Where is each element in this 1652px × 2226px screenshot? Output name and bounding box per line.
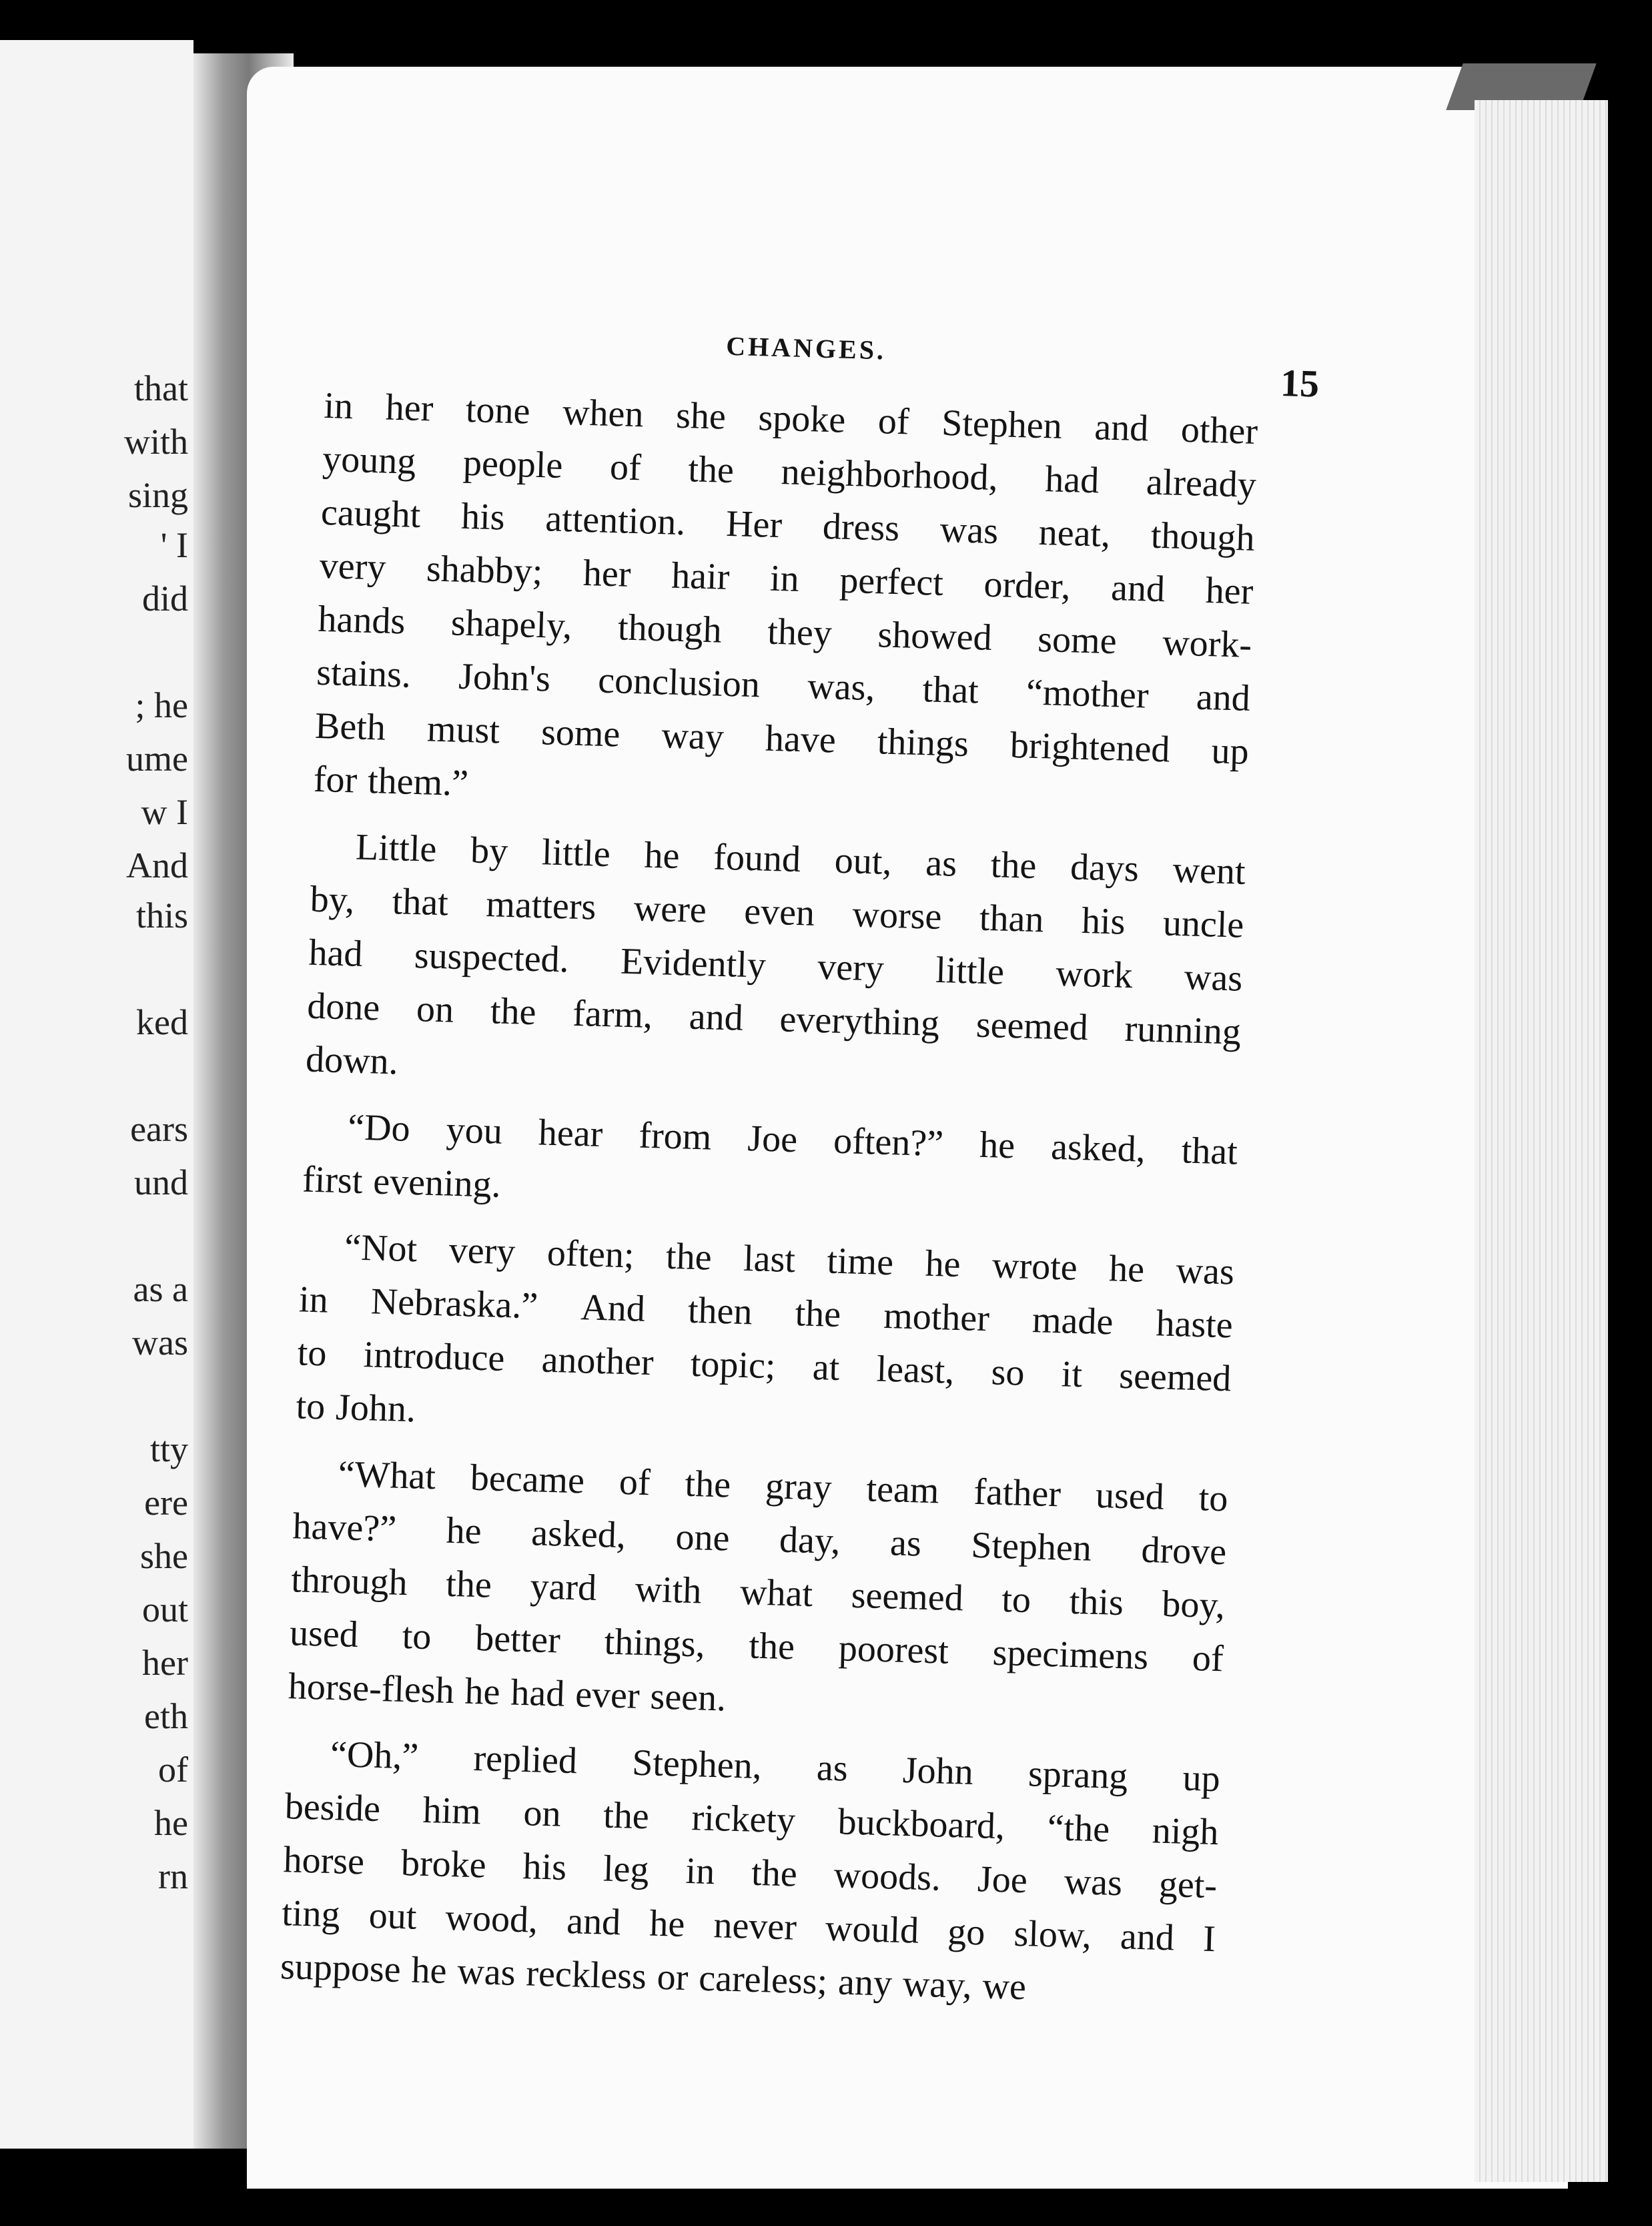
left-page-line-fragment: of (158, 1750, 188, 1790)
left-page-line-fragment: ' I (160, 525, 188, 565)
text-line: have?” he asked, one day, as Stephen drove (292, 1505, 1227, 1573)
text-line: “Not very often; the last time he wrote he was (344, 1226, 1235, 1293)
text-line: first evening. (302, 1158, 502, 1206)
left-page (0, 40, 193, 2149)
left-page-line-fragment: sing (127, 475, 188, 515)
text-line: stains. John's conclusion was, that “mother and (316, 651, 1251, 719)
text-line: for them.” (313, 758, 469, 805)
text-line: to John. (295, 1385, 416, 1431)
text-line: young people of the neighborhood, had already (322, 438, 1257, 506)
text-line: used to better things, the poorest specimens of (289, 1612, 1224, 1680)
text-line: horse broke his leg in the woods. Joe was get- (282, 1839, 1218, 1907)
text-line: “What became of the gray team father used to (338, 1453, 1229, 1520)
running-head: CHANGES. (725, 330, 887, 366)
left-page-line-fragment: was (132, 1323, 188, 1363)
left-page-line-fragment: tty (149, 1429, 188, 1469)
text-line: done on the farm, and everything seemed running (306, 985, 1242, 1053)
text-line: Beth must some way have things brightened up (314, 705, 1250, 773)
page-number: 15 (1280, 360, 1320, 406)
text-line: horse-flesh he had ever seen. (288, 1665, 727, 1720)
text-line: hands shapely, though they showed some work- (317, 598, 1252, 666)
left-page-line-fragment: that (134, 368, 188, 408)
text-line: very shabby; her hair in perfect order, and her (319, 544, 1254, 613)
left-page-line-fragment: her (142, 1643, 188, 1683)
left-page-line-fragment: w I (141, 792, 188, 832)
left-page-line-fragment: as a (133, 1269, 188, 1309)
page-edges (1475, 100, 1608, 2182)
left-page-line-fragment: did (141, 579, 188, 619)
left-page-line-fragment: und (134, 1162, 188, 1202)
text-line: had suspected. Evidently very little work was (308, 932, 1243, 1000)
left-page-line-fragment: with (123, 422, 188, 462)
text-line: ting out wood, and he never would go slow, and I (281, 1892, 1216, 1960)
text-line: suppose he was reckless or careless; any way, we (280, 1946, 1027, 2008)
left-page-line-fragment: ; he (135, 685, 188, 725)
left-page-line-fragment: eth (144, 1696, 188, 1736)
left-page-line-fragment: ere (144, 1483, 188, 1523)
text-line: in her tone when she spoke of Stephen and other (323, 384, 1258, 453)
text-line: “Do you hear from Joe often?” he asked, that (347, 1106, 1238, 1173)
left-page-line-fragment: she (140, 1536, 188, 1576)
text-line: “Oh,” replied Stephen, as John sprang up (330, 1734, 1221, 1800)
left-page-line-fragment: ume (126, 739, 188, 779)
text-line: Little by little he found out, as the days went (355, 826, 1246, 893)
left-page-line-fragment: And (126, 845, 188, 885)
text-line: by, that matters were even worse than his uncle (310, 878, 1245, 946)
left-page-line-fragment: he (154, 1803, 188, 1843)
text-line: down. (305, 1038, 399, 1083)
left-page-line-fragment: rn (158, 1856, 188, 1896)
text-line: through the yard with what seemed to this boy, (290, 1559, 1226, 1627)
left-page-line-fragment: ears (130, 1109, 188, 1149)
left-page-line-fragment: out (141, 1589, 188, 1629)
left-page-line-fragment: this (135, 895, 188, 936)
left-page-line-fragment: ked (136, 1002, 188, 1042)
text-line: to introduce another topic; at least, so it seemed (297, 1332, 1232, 1400)
text-line: caught his attention. Her dress was neat, though (320, 491, 1256, 559)
text-line: in Nebraska.” And then the mother made haste (298, 1278, 1234, 1347)
text-line: beside him on the rickety buckboard, “the nigh (284, 1786, 1220, 1854)
